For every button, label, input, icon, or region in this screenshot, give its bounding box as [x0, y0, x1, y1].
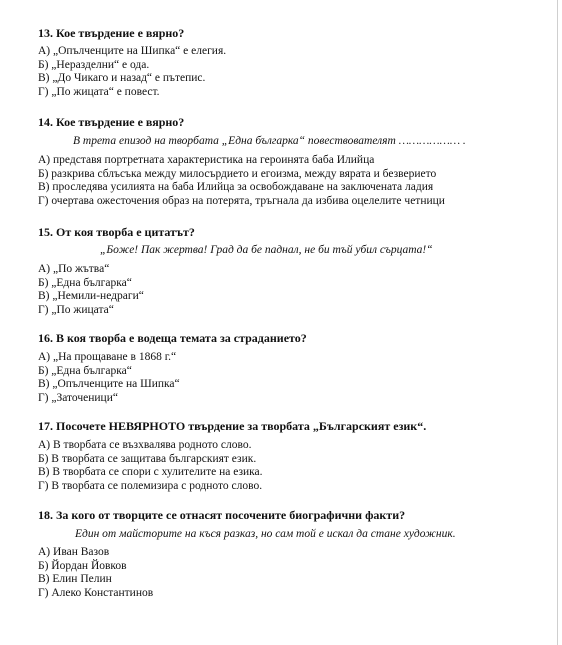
answer-option: Г) Алеко Константинов — [38, 586, 154, 599]
question-13-answers — [38, 45, 226, 99]
question-14-title: 14. Кое твърдение е вярно? — [38, 115, 185, 129]
answer-option: Б) „Една българка“ — [38, 276, 132, 289]
question-14-prompt: В трета епизод на творбата „Една българка“ повествователят ……………… . — [73, 135, 466, 147]
answer-option: Г) „По жицата“ е повест. — [38, 85, 160, 98]
answer-option: А) „По жътва“ — [38, 263, 110, 275]
answer-option: А) „Опълченците на Шипка“ е елегия. — [38, 45, 227, 57]
question-18-title: 18. За кого от творците се отнасят посочените биографични факти? — [38, 508, 406, 522]
question-13-title: 13. Кое твърдение е вярно? — [38, 26, 185, 40]
answer-option: Г) „По жицата“ — [38, 303, 114, 316]
answer-option: В) „Опълченците на Шипка“ — [38, 378, 180, 391]
question-15-title: 15. От коя творба е цитатът? — [38, 225, 195, 239]
answer-option: Б) В творбата се защитава българският език. — [38, 452, 257, 465]
answer-option: Г) очертава ожесточения образ на потерята, тръгнала да избива оцелелите четници — [38, 194, 445, 207]
question-16-answers — [38, 351, 180, 405]
answer-option: Б) разкрива сблъсъка между милосърдието и егоизма, между вярата и безверието — [38, 167, 437, 180]
answer-option: А) представя портретната характеристика на героинята баба Илийца — [38, 154, 375, 166]
answer-option: В) „До Чикаго и назад“ е пътепис. — [38, 72, 206, 85]
question-15-answers — [38, 263, 144, 317]
answer-option: Б) „Една българка“ — [38, 364, 132, 377]
answer-option: А) „На прощаване в 1868 г.“ — [38, 351, 177, 363]
question-15-prompt: „Боже! Пак жертва! Град да бе паднал, не би тъй убил сърцата!“ — [100, 244, 433, 256]
answer-option: Б) „Неразделни“ е ода. — [38, 58, 150, 71]
answer-option: Б) Йордан Йовков — [38, 559, 127, 572]
question-17-answers — [38, 439, 263, 493]
question-18-answers — [38, 546, 153, 600]
answer-option: А) Иван Вазов — [38, 546, 110, 558]
answer-option: А) В творбата се възхвалява родното слово. — [38, 439, 252, 451]
answer-option: В) В творбата се спори с хулителите на езика. — [38, 466, 263, 479]
answer-option: Г) „Заточеници“ — [38, 391, 118, 404]
answer-option: В) „Немили-недраги“ — [38, 290, 144, 303]
question-16-title: 16. В коя творба е водеща темата за страданието? — [38, 331, 307, 345]
question-17-title: 17. Посочете НЕВЯРНОТО твърдение за творбата „Българският език“. — [38, 419, 427, 433]
question-14-answers — [38, 154, 445, 208]
answer-option: В) Елин Пелин — [38, 573, 112, 586]
question-18-prompt: Един от майсторите на къся разказ, но сам той е искал да стане художник. — [75, 528, 456, 540]
answer-option: В) проследява усилията на баба Илийца за освобождаване на заключената ладия — [38, 181, 434, 194]
answer-option: Г) В творбата се полемизира с родното слово. — [38, 479, 263, 492]
